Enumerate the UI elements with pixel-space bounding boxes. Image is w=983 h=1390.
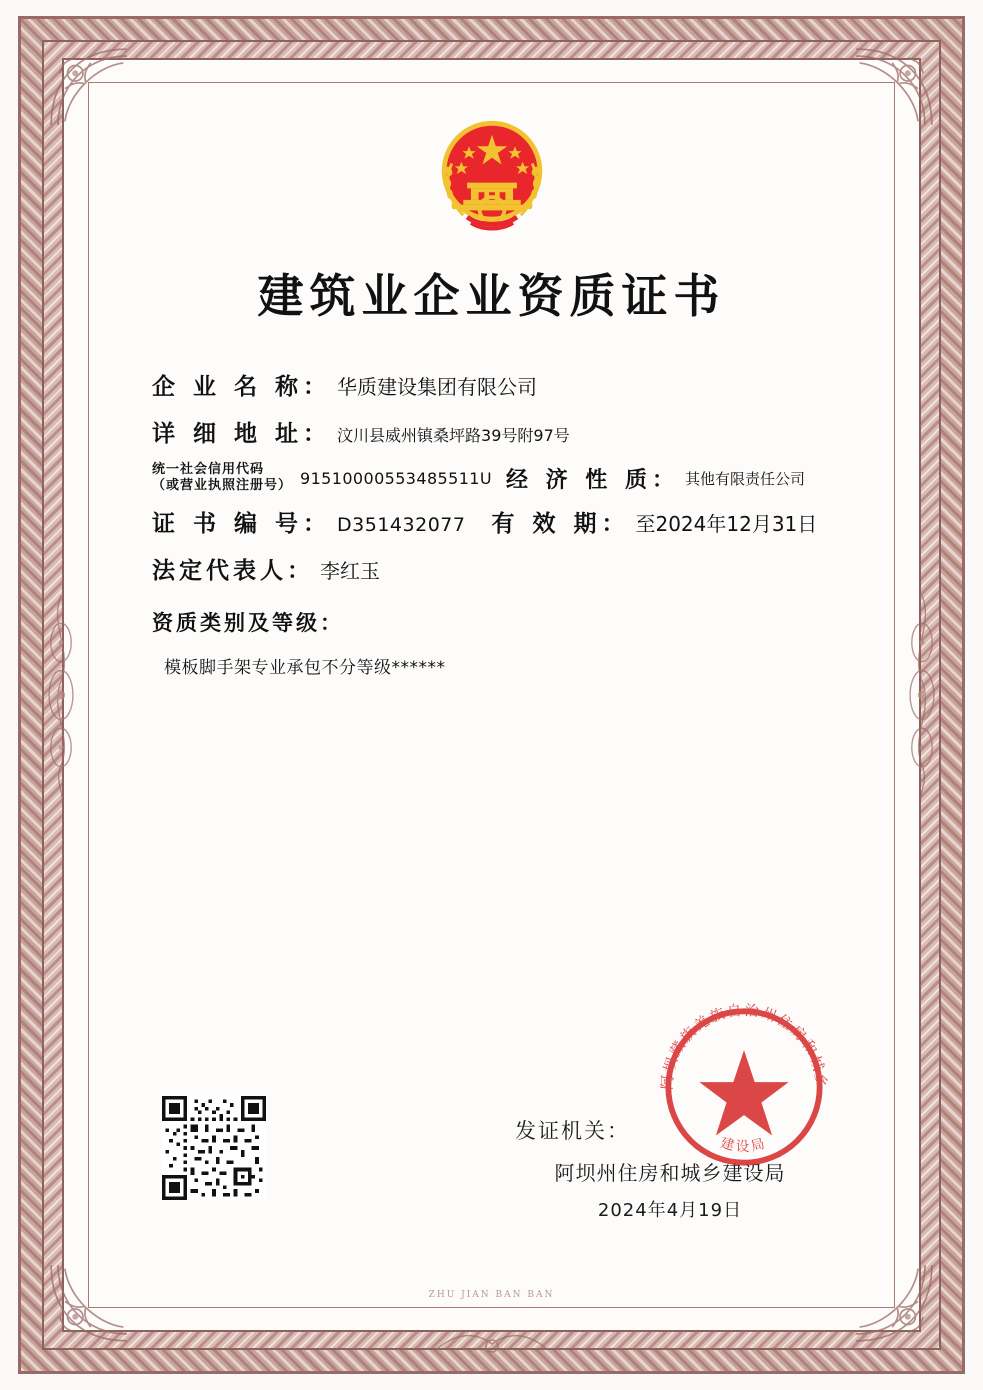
svg-text:阿坝藏族羌族自治州住房和城乡: 阿坝藏族羌族自治州住房和城乡 <box>658 1001 830 1091</box>
legal-rep-value: 李红玉 <box>320 558 380 583</box>
field-credit-code <box>152 462 852 495</box>
qualification-value: 模板脚手架专业承包不分等级****** <box>164 657 446 678</box>
company-name-value: 华质建设集团有限公司 <box>337 375 538 399</box>
field-legal-rep <box>152 552 852 585</box>
economic-type-label: 经 济 性 质： <box>505 467 679 493</box>
validity-value: 至2024年12月31日 <box>635 511 818 536</box>
legal-rep-label: 法定代表人： <box>152 557 314 584</box>
field-address <box>152 415 852 448</box>
qr-code[interactable] <box>162 1096 266 1200</box>
issuer-block <box>505 1115 835 1222</box>
cert-no-label: 证 书 编 号： <box>152 510 332 537</box>
address-label: 详 细 地 址： <box>152 421 332 447</box>
address-value: 汶川县威州镇桑坪路39号附97号 <box>337 426 570 445</box>
svg-text:建设局: 建设局 <box>718 1135 770 1156</box>
side-medallion-icon <box>44 590 78 800</box>
issuer-authority: 阿坝州住房和城乡建设局 <box>554 1161 786 1185</box>
credit-code-label <box>152 462 292 495</box>
validity-label: 有 效 期： <box>491 510 630 537</box>
fields-block <box>152 368 852 678</box>
microprint-text: ZHU JIAN BAN BAN <box>428 1290 555 1300</box>
economic-type-value: 其他有限责任公司 <box>684 469 805 488</box>
credit-code-value: 91510000553485511U <box>300 468 492 488</box>
qualification-label: 资质类别及等级： <box>152 610 344 635</box>
side-medallion-icon <box>905 590 939 800</box>
field-cert-no <box>152 505 852 538</box>
bottom-ornament-icon <box>432 1330 552 1356</box>
issue-date: 2024年4月19日 <box>597 1200 743 1221</box>
credit-code-label-line2: （或营业执照注册号） <box>152 478 293 494</box>
company-name-label: 企 业 名 称： <box>152 374 332 400</box>
national-emblem-icon <box>425 108 559 242</box>
issuer-label: 发证机关： <box>515 1119 630 1143</box>
page-title: 建筑业企业资质证书 <box>257 269 726 323</box>
cert-no-value: D351432077 <box>337 513 466 536</box>
field-company-name <box>152 368 852 401</box>
certificate-content <box>100 94 883 1296</box>
credit-code-label-line1: 统一社会信用代码 <box>152 462 265 477</box>
